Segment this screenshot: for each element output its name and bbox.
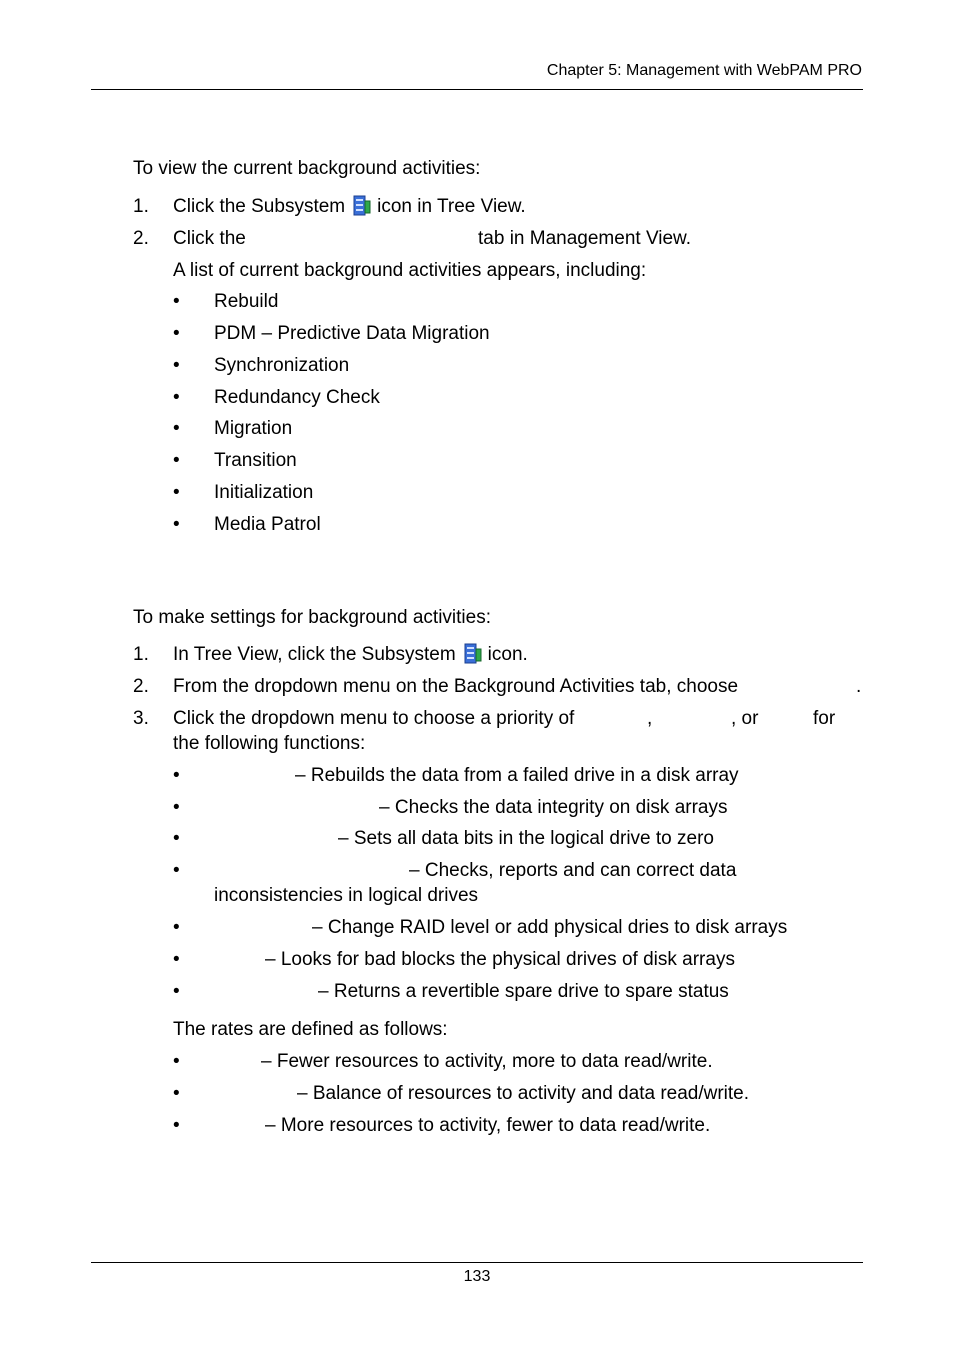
function-description: – Change RAID level or add physical dries to disk arrays [312,917,788,938]
bullet: • [173,981,180,1002]
section2-step3-or: , or [731,708,759,729]
function-description-continued: inconsistencies in logical drives [214,885,479,906]
rate-description: – Fewer resources to activity, more to data read/write. [261,1051,713,1072]
activity-item: Rebuild [214,291,279,312]
section2-step1-number: 1. [133,644,149,665]
activity-item: Initialization [214,482,314,503]
section1-step2-number: 2. [133,228,149,249]
section2-step3-for: for [813,708,836,729]
bullet: • [173,418,180,439]
function-description: – Looks for bad blocks the physical drives of disk arrays [265,949,735,970]
bullet: • [173,355,180,376]
subsystem-icon [463,643,482,664]
activity-item: Media Patrol [214,514,321,535]
section1-result: A list of current background activities appears, including: [173,260,647,281]
bullet: • [173,1083,180,1104]
bullet: • [173,450,180,471]
section1-step2-text-after: tab in Management View. [478,228,692,249]
subsystem-icon [352,195,371,216]
bullet: • [173,1051,180,1072]
function-description: – Checks the data integrity on disk arrays [379,797,728,818]
bullet: • [173,949,180,970]
bullet: • [173,917,180,938]
section1-intro: To view the current background activities: [133,158,481,179]
section2-step1 [173,643,528,667]
section2-step2-number: 2. [133,676,149,697]
section1-step1-text-before: Click the Subsystem [173,196,346,217]
activity-item: Migration [214,418,293,439]
bullet: • [173,1115,180,1136]
section2-intro: To make settings for background activities: [133,607,492,628]
bullet: • [173,387,180,408]
function-description: – Returns a revertible spare drive to spare status [318,981,729,1002]
function-description: – Checks, reports and can correct data [409,860,737,881]
function-description: – Sets all data bits in the logical drive to zero [338,828,714,849]
function-description: – Rebuilds the data from a failed drive in a disk array [295,765,739,786]
bullet: • [173,860,180,881]
section2-step3-number: 3. [133,708,149,729]
bullet: • [173,828,180,849]
rate-description: – Balance of resources to activity and data read/write. [297,1083,750,1104]
activity-item: Redundancy Check [214,387,380,408]
bullet: • [173,765,180,786]
bullet: • [173,797,180,818]
activity-item: Synchronization [214,355,350,376]
section2-step2-end: . [856,676,862,697]
section2-step1-text-before: In Tree View, click the Subsystem [173,644,456,665]
header-rule [91,89,863,90]
section2-step2-text: From the dropdown menu on the Background Activities tab, choose [173,676,739,697]
section1-step1 [173,195,526,219]
section1-step2-text-before: Click the [173,228,246,249]
bullet: • [173,514,180,535]
section1-step1-text-after: icon in Tree View. [377,196,526,217]
page-number: 133 [463,1268,491,1285]
section2-step3-line2: the following functions: [173,733,366,754]
section2-step1-text-after: icon. [487,644,528,665]
section1-step1-number: 1. [133,196,149,217]
activity-item: PDM – Predictive Data Migration [214,323,490,344]
bullet: • [173,291,180,312]
section2-step3-comma: , [647,708,653,729]
bullet: • [173,323,180,344]
footer-rule [91,1262,863,1263]
section2-step3-line1: Click the dropdown menu to choose a priority of [173,708,575,729]
bullet: • [173,482,180,503]
rates-intro: The rates are defined as follows: [173,1019,448,1040]
activity-item: Transition [214,450,297,471]
rate-description: – More resources to activity, fewer to data read/write. [265,1115,711,1136]
chapter-header: Chapter 5: Management with WebPAM PRO [546,62,862,79]
